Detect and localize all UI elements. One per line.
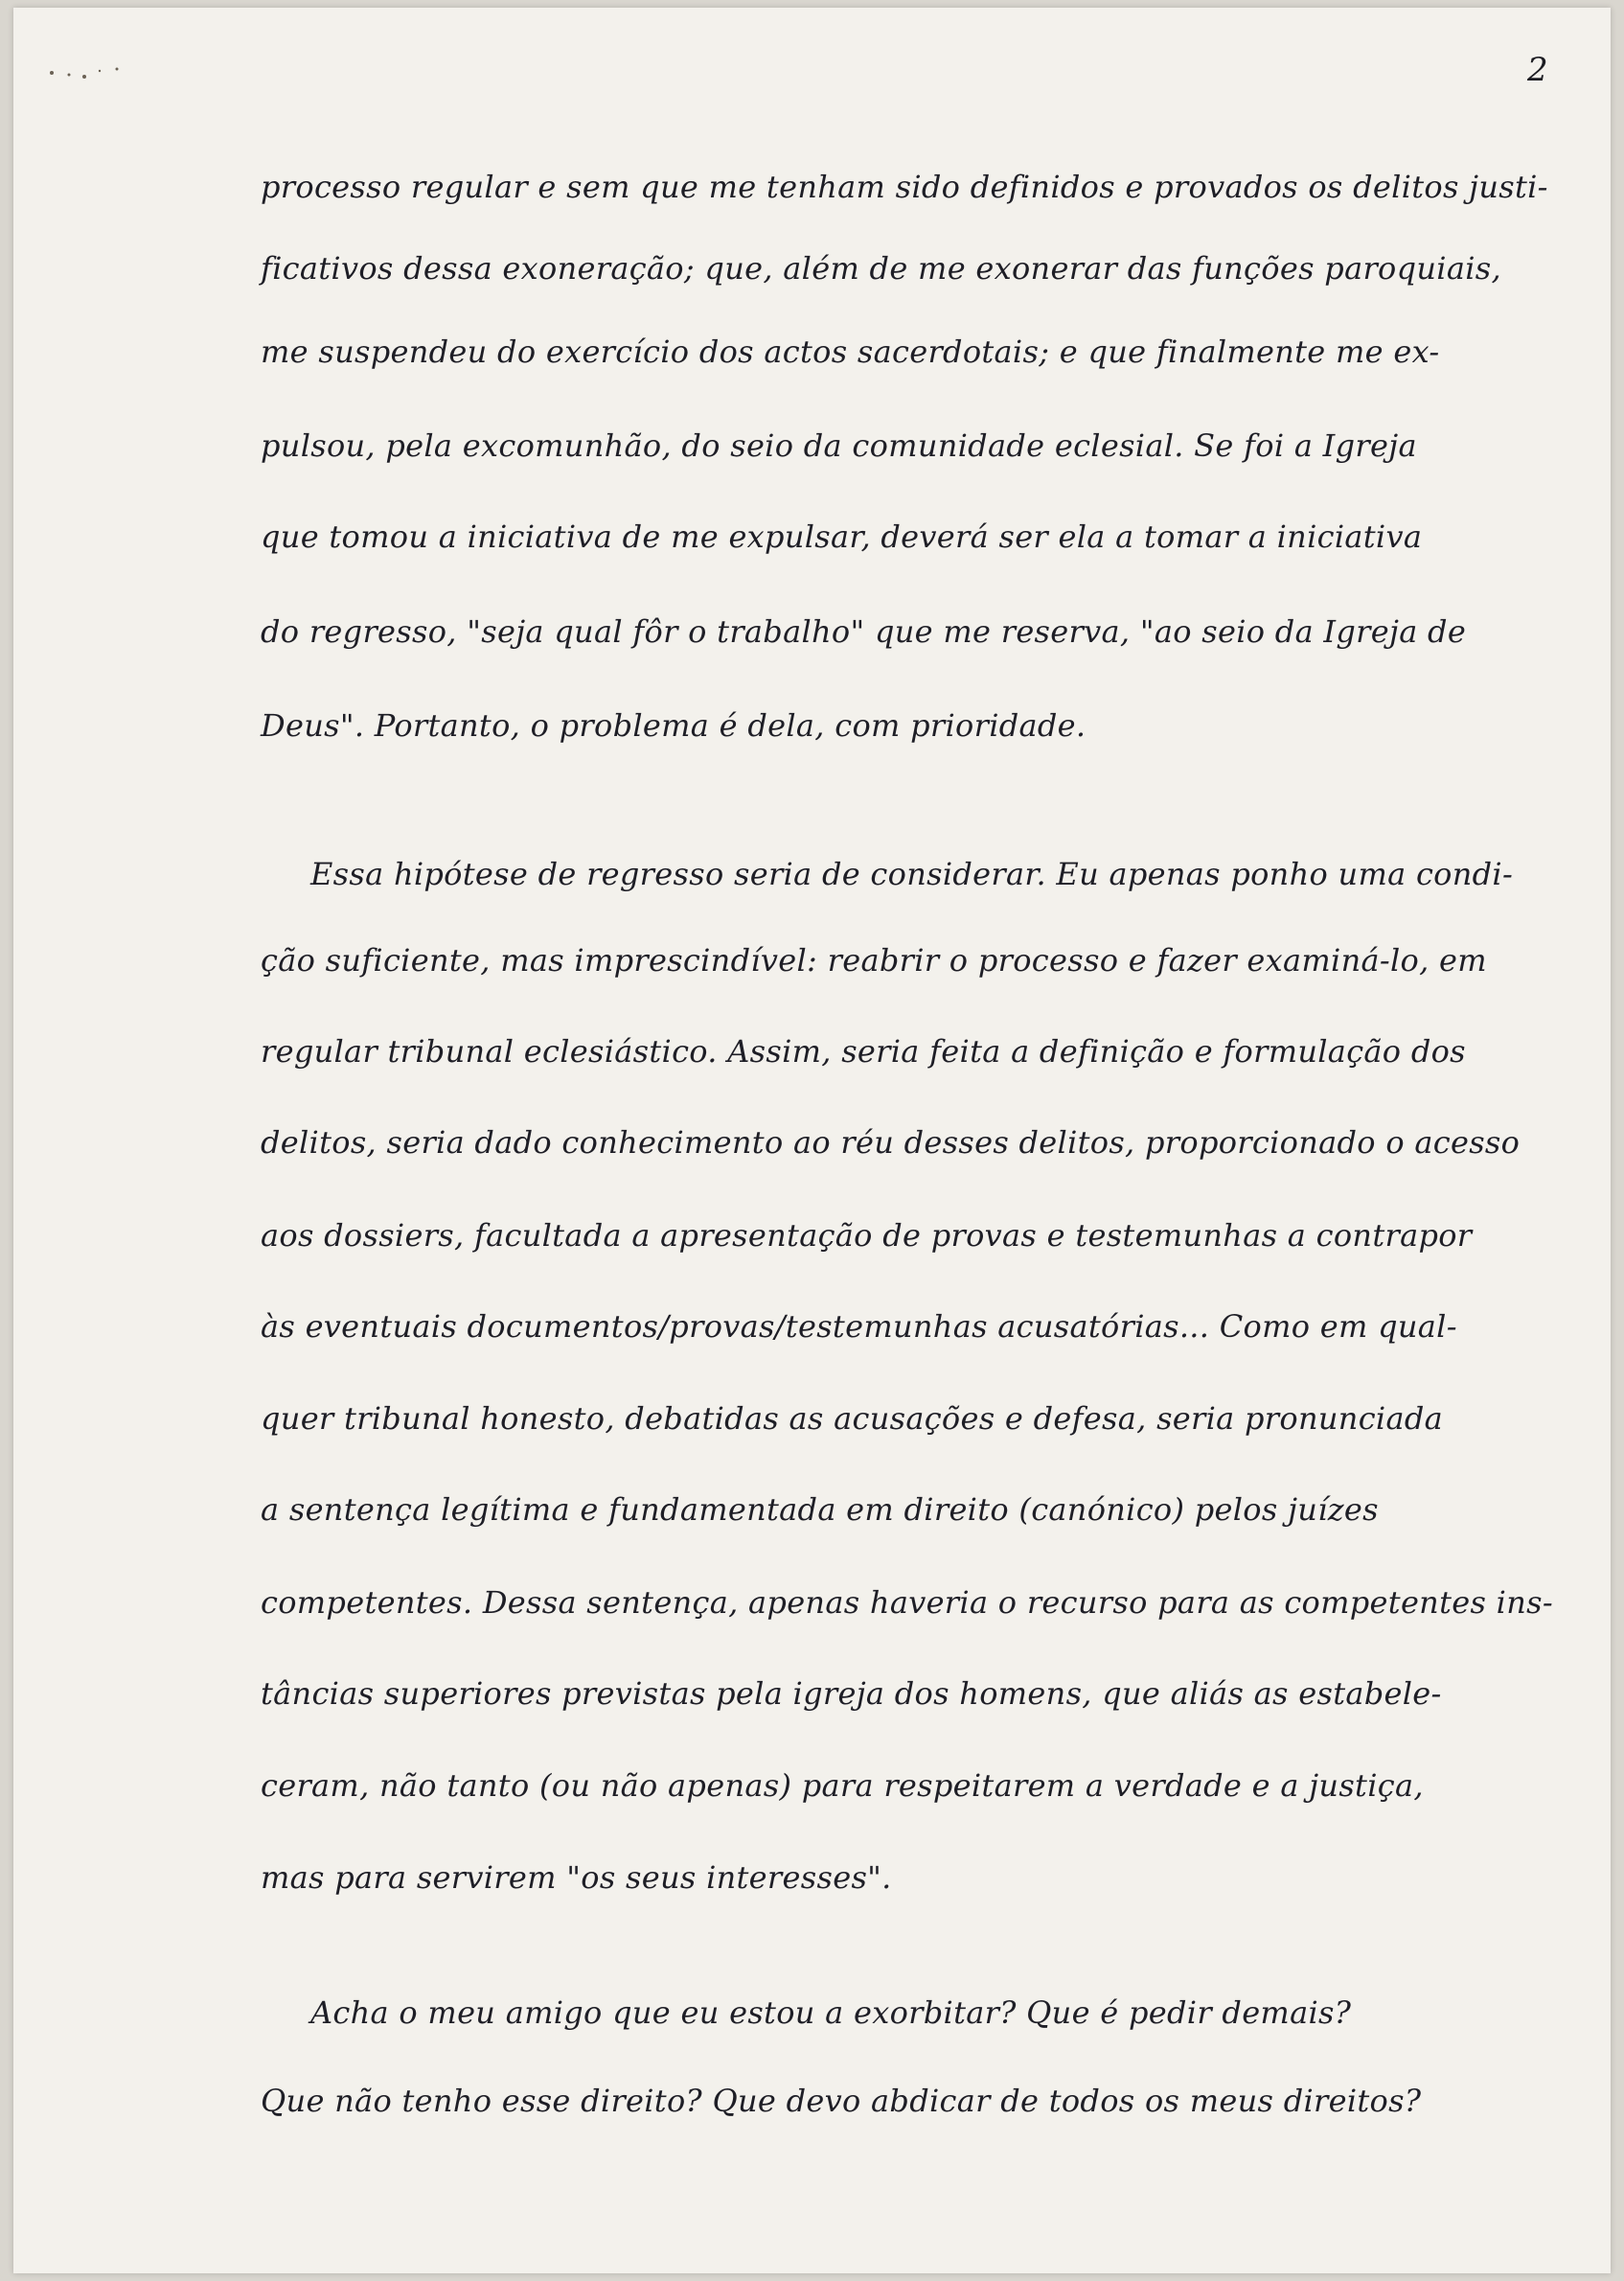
paper-specks-decoration — [42, 54, 157, 92]
text-line: às eventuais documentos/provas/testemunhas acusatórias... Como em qual- — [261, 1308, 1457, 1345]
text-line: a sentença legítima e fundamentada em direito (canónico) pelos juízes — [261, 1491, 1379, 1528]
text-line: ceram, não tanto (ou não apenas) para respeitarem a verdade e a justiça, — [261, 1767, 1424, 1804]
manuscript-page — [13, 8, 1611, 2273]
text-line: mas para servirem "os seus interesses". — [261, 1859, 892, 1896]
text-line: Essa hipótese de regresso seria de considerar. Eu apenas ponho uma condi- — [310, 856, 1514, 892]
text-line: competentes. Dessa sentença, apenas haveria o recurso para as competentes ins- — [261, 1584, 1553, 1621]
text-line: processo regular e sem que me tenham sido definidos e provados os delitos justi- — [261, 169, 1548, 205]
text-line: me suspendeu do exercício dos actos sacerdotais; e que finalmente me ex- — [261, 334, 1440, 370]
text-line: regular tribunal eclesiástico. Assim, seria feita a definição e formulação dos — [261, 1033, 1466, 1070]
text-line: aos dossiers, facultada a apresentação de provas e testemunhas a contrapor — [261, 1217, 1473, 1254]
text-line: pulsou, pela excomunhão, do seio da comunidade eclesial. Se foi a Igreja — [261, 427, 1417, 464]
text-line: que tomou a iniciativa de me expulsar, deverá ser ela a tomar a iniciativa — [261, 518, 1423, 555]
page-number: 2 — [1527, 51, 1548, 89]
text-line: ficativos dessa exoneração; que, além de me exonerar das funções paroquiais, — [261, 250, 1501, 287]
text-line: ção suficiente, mas imprescindível: reabrir o processo e fazer examiná-lo, em — [261, 942, 1487, 979]
text-line: Acha o meu amigo que eu estou a exorbitar? Que é pedir demais? — [310, 1994, 1352, 2031]
text-line: Que não tenho esse direito? Que devo abdicar de todos os meus direitos? — [261, 2083, 1422, 2119]
text-line: delitos, seria dado conhecimento ao réu desses delitos, proporcionado o acesso — [261, 1124, 1521, 1161]
text-line: tâncias superiores previstas pela igreja dos homens, que aliás as estabele- — [261, 1675, 1442, 1712]
text-line: Deus". Portanto, o problema é dela, com prioridade. — [261, 707, 1086, 744]
text-line: do regresso, "seja qual fôr o trabalho" que me reserva, "ao seio da Igreja de — [261, 613, 1467, 650]
text-line: quer tribunal honesto, debatidas as acusações e defesa, seria pronunciada — [261, 1400, 1443, 1437]
